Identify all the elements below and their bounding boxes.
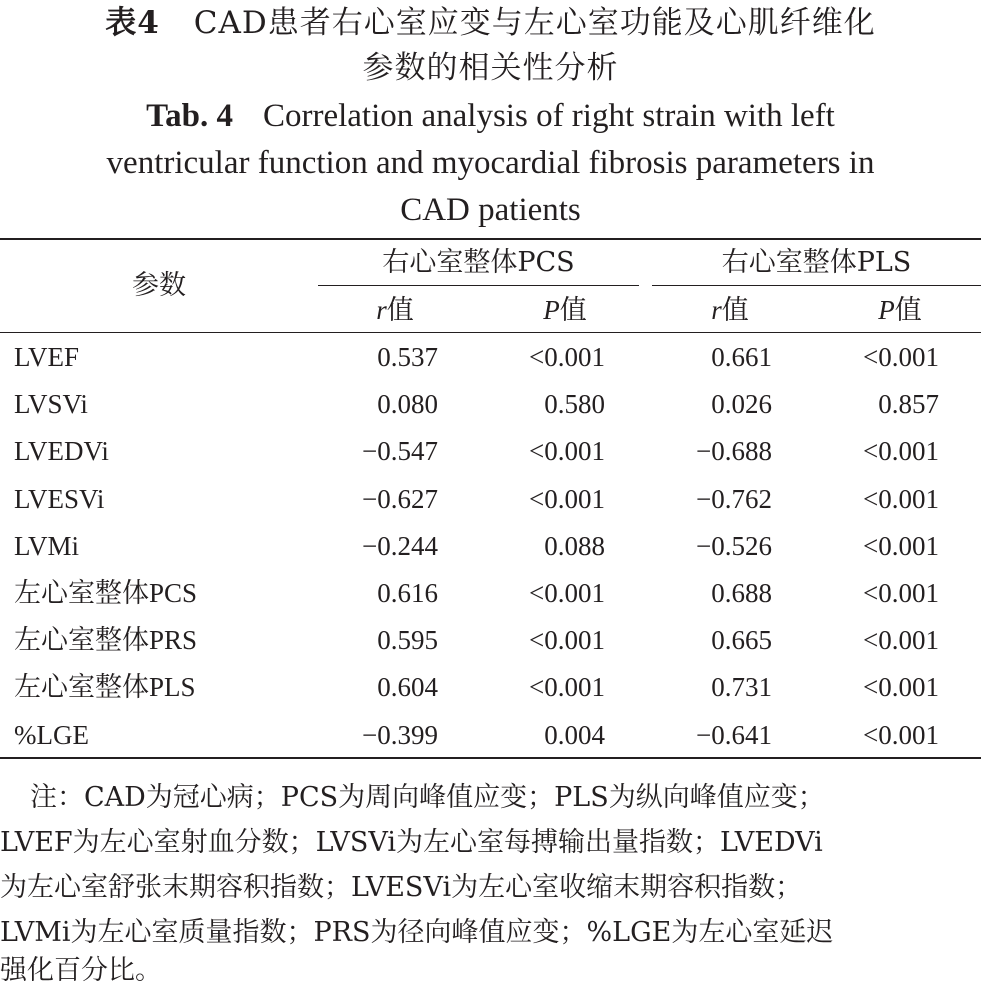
row-p1: <0.001	[529, 672, 605, 702]
note-line-5: 强化百分比。	[0, 955, 162, 986]
table-bottom-rule	[0, 757, 981, 759]
note-line-3: 为左心室舒张末期容积指数；LVESVi为左心室收缩末期容积指数；	[0, 872, 803, 903]
row-r2: 0.665	[711, 625, 772, 655]
row-r1: 0.080	[377, 389, 438, 419]
row-r1: −0.627	[362, 484, 438, 514]
row-p2: <0.001	[863, 720, 939, 750]
group2-header: 右心室整体PLS	[721, 247, 912, 278]
row-r1: −0.399	[362, 720, 438, 750]
row-r1: 0.604	[377, 672, 438, 702]
row-param: 左心室整体PRS	[14, 625, 198, 655]
caption-en-line1	[0, 92, 981, 140]
row-p2: <0.001	[863, 625, 939, 655]
row-p1: <0.001	[529, 484, 605, 514]
row-p2: <0.001	[863, 672, 939, 702]
row-param: LVSVi	[14, 389, 88, 419]
row-r2: 0.661	[711, 342, 772, 372]
row-r1: −0.244	[362, 531, 438, 561]
row-p2: <0.001	[863, 578, 939, 608]
caption-zh-line1	[0, 0, 981, 46]
row-r1: 0.616	[377, 578, 438, 608]
caption-en-label: Tab. 4	[146, 98, 233, 134]
row-p2: <0.001	[863, 484, 939, 514]
row-r2: −0.762	[696, 484, 772, 514]
row-p1: <0.001	[529, 342, 605, 372]
row-param: 左心室整体PLS	[14, 672, 196, 702]
note-line-2: LVEF为左心室射血分数；LVSVi为左心室每搏输出量指数；LVEDVi	[0, 827, 823, 858]
caption-zh-label: 表4	[105, 5, 160, 41]
row-param: LVEF	[14, 342, 80, 372]
row-r2: 0.026	[711, 389, 772, 419]
row-r1: 0.537	[377, 342, 438, 372]
row-p1: <0.001	[529, 436, 605, 466]
row-r1: 0.595	[377, 625, 438, 655]
row-param: LVESVi	[14, 484, 105, 514]
sub-header-r1: r值	[376, 295, 414, 326]
group1-header: 右心室整体PCS	[382, 247, 575, 278]
sub-header-p2: P值	[878, 295, 922, 326]
row-r2: −0.688	[696, 436, 772, 466]
caption-en-text1: Correlation analysis of right strain with left	[262, 98, 835, 134]
header-bottom-rule	[0, 332, 981, 333]
note-line-1: 注：CAD为冠心病；PCS为周向峰值应变；PLS为纵向峰值应变；	[30, 782, 825, 813]
row-p1: <0.001	[529, 578, 605, 608]
sub-header-r2: r值	[711, 295, 749, 326]
row-p2: <0.001	[863, 531, 939, 561]
row-param: 左心室整体PCS	[14, 578, 198, 608]
row-param: LVEDVi	[14, 436, 109, 466]
row-param: LVMi	[14, 531, 80, 561]
row-r1: −0.547	[362, 436, 438, 466]
sub-header-p1: P值	[543, 295, 587, 326]
row-p2: <0.001	[863, 436, 939, 466]
note-line-4: LVMi为左心室质量指数；PRS为径向峰值应变；%LGE为左心室延迟	[0, 917, 834, 948]
row-param: %LGE	[14, 720, 89, 750]
row-r2: 0.688	[711, 578, 772, 608]
row-p1: <0.001	[529, 625, 605, 655]
row-p1: 0.004	[544, 720, 605, 750]
caption-zh-line2: 参数的相关性分析	[362, 50, 619, 86]
param-header: 参数	[132, 270, 186, 301]
group1-underline	[318, 285, 639, 286]
row-r2: 0.731	[711, 672, 772, 702]
group2-underline	[652, 285, 981, 286]
table-top-rule	[0, 238, 981, 240]
row-p2: <0.001	[863, 342, 939, 372]
row-r2: −0.526	[696, 531, 772, 561]
row-p1: 0.580	[544, 389, 605, 419]
row-r2: −0.641	[696, 720, 772, 750]
row-p1: 0.088	[544, 531, 605, 561]
caption-zh-text1: CAD患者右心室应变与左心室功能及心肌纤维化	[193, 5, 876, 41]
row-p2: 0.857	[878, 389, 939, 419]
caption-en-line2: ventricular function and myocardial fibrosis parameters in	[106, 145, 875, 181]
caption-en-line3: CAD patients	[400, 192, 581, 228]
